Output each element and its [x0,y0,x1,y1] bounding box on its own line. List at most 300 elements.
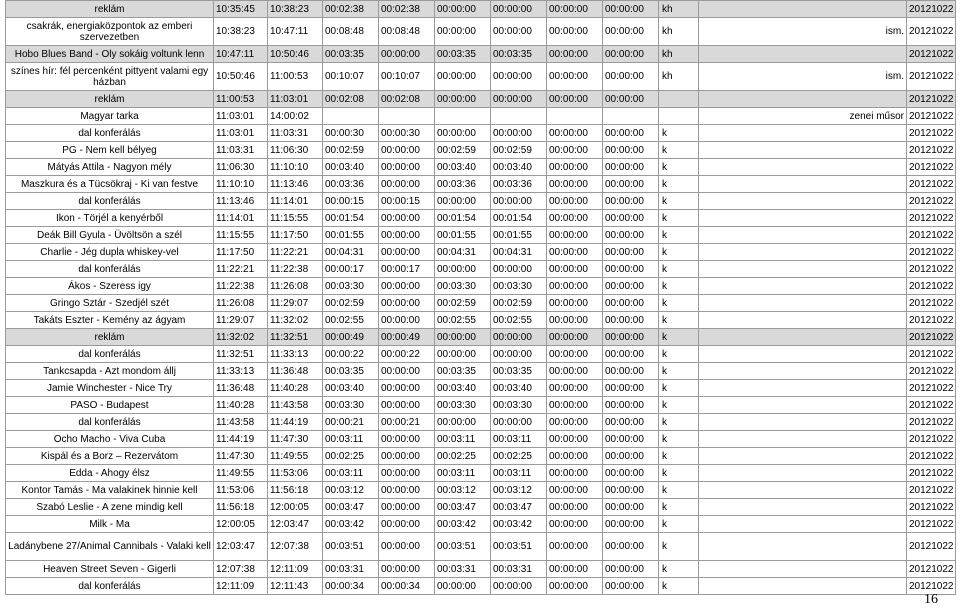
table-cell: 00:01:54 [491,210,547,227]
table-cell: 00:00:00 [603,561,659,578]
table-cell: 00:03:42 [323,516,379,533]
table-cell: 20121022 [907,516,956,533]
table-cell: 20121022 [907,482,956,499]
table-cell: 00:00:22 [323,346,379,363]
table-cell: 00:00:00 [603,1,659,18]
table-cell: 00:00:00 [547,363,603,380]
table-cell: 10:50:46 [268,46,323,63]
table-cell: 00:00:00 [547,176,603,193]
table-cell: 11:33:13 [268,346,323,363]
table-cell: k [659,346,699,363]
table-cell: Tankcsapda - Azt mondom állj [6,363,214,380]
table-cell: ism. [699,18,907,46]
table-cell [699,295,907,312]
table-cell: 00:02:59 [323,295,379,312]
table-cell: 00:00:00 [379,482,435,499]
table-cell: 11:03:01 [214,125,268,142]
table-cell [699,414,907,431]
table-cell: 11:14:01 [268,193,323,210]
table-cell: k [659,176,699,193]
table-cell: 00:00:00 [603,159,659,176]
table-cell [699,244,907,261]
table-cell: 00:00:00 [379,465,435,482]
table-cell: 00:03:47 [323,499,379,516]
table-row [6,448,956,465]
table-cell: 00:00:21 [379,414,435,431]
table-cell: 00:00:00 [603,578,659,595]
table-cell: k [659,414,699,431]
table-cell: 20121022 [907,312,956,329]
table-row [6,210,956,227]
table-cell: 00:00:00 [379,561,435,578]
table-row [6,159,956,176]
table-cell: 00:04:31 [491,244,547,261]
table-row [6,1,956,18]
table-cell: 00:00:34 [379,578,435,595]
table-cell: 10:47:11 [268,18,323,46]
table-cell: 00:00:00 [435,414,491,431]
table-cell [699,159,907,176]
table-cell: 00:00:00 [603,465,659,482]
table-cell: 00:00:00 [547,227,603,244]
table-cell: 20121022 [907,227,956,244]
table-cell: 12:07:38 [268,533,323,561]
table-cell: 20121022 [907,561,956,578]
table-cell: Takáts Eszter - Kemény az ágyam [6,312,214,329]
table-cell: 12:00:05 [214,516,268,533]
table-cell: k [659,278,699,295]
table-cell: 00:00:00 [379,312,435,329]
table-cell: 00:00:00 [603,516,659,533]
table-cell: 00:00:00 [603,176,659,193]
table-cell: 00:00:00 [547,516,603,533]
table-row [6,108,956,125]
table-cell: dal konferálás [6,125,214,142]
table-cell: 11:33:13 [214,363,268,380]
table-cell: 00:02:38 [323,1,379,18]
table-cell: 00:00:00 [379,499,435,516]
table-cell: 11:06:30 [214,159,268,176]
table-cell: 00:00:00 [547,312,603,329]
table-cell: k [659,516,699,533]
table-cell: k [659,499,699,516]
table-cell: 00:00:00 [603,482,659,499]
table-cell: 00:00:00 [435,125,491,142]
table-cell: 00:00:15 [379,193,435,210]
table-cell: 11:32:02 [214,329,268,346]
table-cell: 00:00:00 [491,346,547,363]
table-cell: 10:38:23 [268,1,323,18]
table-cell: 00:03:11 [323,431,379,448]
table-cell: 11:40:28 [268,380,323,397]
table-cell: 00:00:00 [435,1,491,18]
table-cell: 00:03:40 [323,380,379,397]
table-cell: 12:11:09 [268,561,323,578]
table-cell: 00:02:55 [323,312,379,329]
table-cell: 00:00:00 [491,193,547,210]
table-cell [659,108,699,125]
table-cell: Edda - Ahogy élsz [6,465,214,482]
table-cell: dal konferálás [6,578,214,595]
table-cell: 00:00:00 [603,261,659,278]
table-cell: 00:00:00 [435,329,491,346]
table-cell: 00:00:00 [547,1,603,18]
table-cell: 12:03:47 [268,516,323,533]
table-cell: 20121022 [907,46,956,63]
table-cell: 20121022 [907,380,956,397]
table-cell: 11:32:02 [268,312,323,329]
table-cell: 00:00:00 [547,278,603,295]
table-cell: 00:03:12 [435,482,491,499]
table-cell: 00:00:00 [547,244,603,261]
table-cell: 00:00:00 [547,18,603,46]
table-cell: k [659,125,699,142]
table-cell: 11:47:30 [268,431,323,448]
table-cell: 00:02:59 [491,295,547,312]
table-cell: 11:56:18 [268,482,323,499]
table-cell: 00:00:00 [547,482,603,499]
table-cell [699,465,907,482]
table-cell: 00:00:00 [379,159,435,176]
table-cell: 00:03:40 [435,380,491,397]
table-cell: 00:03:30 [491,278,547,295]
table-cell: 00:00:00 [379,363,435,380]
table-cell: 00:03:31 [491,561,547,578]
table-cell: 00:00:00 [547,261,603,278]
table-row [6,244,956,261]
table-cell: reklám [6,91,214,108]
table-cell: 00:02:25 [435,448,491,465]
table-cell: 11:49:55 [268,448,323,465]
table-cell: 12:11:43 [268,578,323,595]
table-cell: 20121022 [907,176,956,193]
table-cell: 00:00:00 [379,210,435,227]
table-cell: k [659,227,699,244]
table-cell: 11:22:38 [214,278,268,295]
table-cell: színes hír: fél percenként pittyent valami egy házban [6,63,214,91]
table-cell: 00:03:30 [323,278,379,295]
table-cell: 00:10:07 [323,63,379,91]
table-cell: 11:03:31 [214,142,268,159]
table-cell: Ákos - Szeress igy [6,278,214,295]
table-cell: 00:00:00 [547,295,603,312]
table-cell: 00:03:31 [323,561,379,578]
table-cell: 00:03:35 [323,46,379,63]
table-cell: 20121022 [907,193,956,210]
table-row [6,431,956,448]
table-cell: 00:03:40 [491,159,547,176]
table-cell: dal konferálás [6,193,214,210]
table-cell: 10:35:45 [214,1,268,18]
table-cell: k [659,329,699,346]
table-cell: 11:06:30 [268,142,323,159]
table-cell: 11:44:19 [268,414,323,431]
table-cell: 00:04:31 [435,244,491,261]
table-cell: 00:00:00 [379,46,435,63]
table-cell: 00:03:36 [491,176,547,193]
table-cell: 20121022 [907,431,956,448]
table-cell: 00:00:00 [547,159,603,176]
table-cell: k [659,244,699,261]
table-cell: 20121022 [907,159,956,176]
table-cell: 00:03:35 [435,363,491,380]
table-cell: Kontor Tamás - Ma valakinek hinnie kell [6,482,214,499]
table-cell [699,227,907,244]
table-cell: 00:03:11 [435,465,491,482]
table-cell: k [659,561,699,578]
table-cell: 12:11:09 [214,578,268,595]
table-cell: 00:00:00 [547,193,603,210]
table-cell: Jamie Winchester - Nice Try [6,380,214,397]
table-cell: 00:00:00 [547,465,603,482]
table-cell [699,578,907,595]
table-cell: 00:00:00 [603,46,659,63]
table-cell: 11:13:46 [214,193,268,210]
table-cell [699,176,907,193]
table-cell: 11:47:30 [214,448,268,465]
table-cell: 00:00:00 [603,448,659,465]
table-cell: k [659,193,699,210]
table-cell: k [659,312,699,329]
table-cell: 20121022 [907,63,956,91]
table-cell: 00:02:55 [435,312,491,329]
table-cell: 20121022 [907,414,956,431]
table-cell: Kispál és a Borz – Rezervátom [6,448,214,465]
table-cell: 00:00:30 [379,125,435,142]
table-cell: 00:00:22 [379,346,435,363]
table-cell: 11:32:51 [214,346,268,363]
table-cell: 00:03:40 [435,159,491,176]
table-cell: dal konferálás [6,414,214,431]
table-cell [547,108,603,125]
table-cell: 20121022 [907,499,956,516]
table-cell: 00:00:30 [323,125,379,142]
table-cell: 20121022 [907,578,956,595]
broadcast-log-table [5,0,956,595]
table-cell: 00:00:00 [547,414,603,431]
table-cell: 00:00:00 [435,261,491,278]
table-cell: 00:00:00 [603,244,659,261]
table-cell: 11:22:21 [214,261,268,278]
table-cell: 20121022 [907,295,956,312]
table-cell: 20121022 [907,18,956,46]
table-cell: k [659,465,699,482]
table-cell: 11:43:58 [214,414,268,431]
table-cell: 00:03:36 [323,176,379,193]
table-cell: 00:00:49 [323,329,379,346]
table-cell [699,346,907,363]
table-cell: 00:03:42 [491,516,547,533]
table-cell [699,46,907,63]
table-cell: 11:14:01 [214,210,268,227]
table-cell [699,448,907,465]
table-cell: 00:00:00 [435,63,491,91]
table-cell: 11:17:50 [268,227,323,244]
table-row [6,465,956,482]
table-cell: 00:00:00 [547,431,603,448]
table-cell: 00:00:00 [547,561,603,578]
table-cell: 00:04:31 [323,244,379,261]
table-cell: Mátyás Attila - Nagyon mély [6,159,214,176]
table-cell: 00:00:34 [323,578,379,595]
table-cell: 11:36:48 [214,380,268,397]
table-cell: k [659,142,699,159]
table-cell: 00:00:00 [547,63,603,91]
table-cell: Ikon - Törjél a kenyérből [6,210,214,227]
table-cell: 00:00:00 [547,46,603,63]
table-cell: 00:00:00 [547,397,603,414]
table-cell: dal konferálás [6,261,214,278]
table-cell [699,397,907,414]
table-cell: 00:00:00 [603,142,659,159]
table-cell [659,91,699,108]
table-cell: 00:00:00 [547,578,603,595]
table-cell: 20121022 [907,142,956,159]
table-cell: k [659,448,699,465]
table-cell: 00:00:00 [603,295,659,312]
table-cell: Heaven Street Seven - Gigerli [6,561,214,578]
table-cell: 00:00:00 [547,91,603,108]
table-cell: Gringo Sztár - Szedjél szét [6,295,214,312]
table-cell: 00:00:00 [603,227,659,244]
table-cell: 20121022 [907,397,956,414]
table-cell: 10:38:23 [214,18,268,46]
table-cell: 00:01:54 [435,210,491,227]
table-cell: 00:02:59 [323,142,379,159]
table-cell: 00:00:00 [379,448,435,465]
table-cell: zenei műsor [699,108,907,125]
table-cell: 11:15:55 [214,227,268,244]
table-cell [603,108,659,125]
table-cell: PASO - Budapest [6,397,214,414]
table-cell: 00:00:00 [435,193,491,210]
table-cell: 00:03:30 [323,397,379,414]
table-row [6,91,956,108]
table-row [6,125,956,142]
table-cell: 10:47:11 [214,46,268,63]
table-cell: 11:03:31 [268,125,323,142]
table-cell: 00:00:00 [603,18,659,46]
table-cell: 00:03:47 [491,499,547,516]
table-cell: 00:03:12 [491,482,547,499]
table-cell: 00:00:00 [603,431,659,448]
table-cell: 00:03:35 [323,363,379,380]
table-cell: 20121022 [907,448,956,465]
table-cell: Milk - Ma [6,516,214,533]
table-cell: 11:26:08 [268,278,323,295]
table-cell: 00:00:00 [547,499,603,516]
table-cell: 00:01:55 [435,227,491,244]
table-cell: 00:00:00 [603,193,659,210]
table-cell: 00:03:35 [491,46,547,63]
table-row [6,561,956,578]
table-cell [699,125,907,142]
table-row [6,363,956,380]
table-cell: 00:00:00 [379,516,435,533]
table-cell: 00:03:35 [491,363,547,380]
table-cell: 00:01:55 [491,227,547,244]
table-cell: Charlie - Jég dupla whiskey-vel [6,244,214,261]
table-cell: 00:00:00 [603,329,659,346]
table-cell: 00:00:00 [435,578,491,595]
table-cell: Maszkura és a Tücsökraj - Ki van festve [6,176,214,193]
table-row [6,193,956,210]
table-cell [699,1,907,18]
table-row [6,346,956,363]
table-cell: Hobo Blues Band - Oly sokáig voltunk lenn [6,46,214,63]
table-cell: 11:00:53 [268,63,323,91]
table-cell [699,142,907,159]
table-cell: 00:00:15 [323,193,379,210]
table-cell: 00:00:00 [603,210,659,227]
table-cell: 00:01:54 [323,210,379,227]
table-row [6,295,956,312]
table-cell: 00:00:00 [603,63,659,91]
table-cell: 20121022 [907,465,956,482]
table-cell: 00:00:00 [491,91,547,108]
table-cell: k [659,159,699,176]
table-cell: kh [659,63,699,91]
table-cell: 11:00:53 [214,91,268,108]
table-cell: 00:02:59 [491,142,547,159]
table-cell: 00:00:00 [435,346,491,363]
table-cell: 14:00:02 [268,108,323,125]
table-cell: k [659,261,699,278]
table-cell [699,210,907,227]
table-cell: 12:07:38 [214,561,268,578]
table-cell: 20121022 [907,329,956,346]
table-cell: ism. [699,63,907,91]
table-cell: 00:00:21 [323,414,379,431]
table-cell: 00:00:00 [379,142,435,159]
table-cell: 00:00:00 [491,261,547,278]
table-cell: 11:10:10 [214,176,268,193]
table-cell: 00:03:30 [491,397,547,414]
table-row [6,516,956,533]
table-row [6,176,956,193]
table-row [6,414,956,431]
table-cell: 00:03:12 [323,482,379,499]
table-row [6,533,956,561]
table-cell: 00:00:00 [379,176,435,193]
table-cell: k [659,533,699,561]
table-cell: 00:00:00 [379,244,435,261]
table-cell: 11:49:55 [214,465,268,482]
table-cell: 00:00:00 [491,63,547,91]
table-cell: 00:03:51 [435,533,491,561]
table-cell: 00:02:55 [491,312,547,329]
table-cell: 12:03:47 [214,533,268,561]
table-cell [435,108,491,125]
table-cell: 00:00:00 [547,380,603,397]
table-cell: 00:00:00 [379,397,435,414]
table-cell: 11:53:06 [268,465,323,482]
table-cell: 00:00:00 [491,578,547,595]
table-cell: 00:02:25 [491,448,547,465]
table-cell: 00:00:00 [603,346,659,363]
table-cell [699,482,907,499]
table-cell [699,278,907,295]
table-cell: 11:10:10 [268,159,323,176]
table-cell: 00:03:51 [491,533,547,561]
table-cell: k [659,210,699,227]
table-cell: 00:00:00 [547,142,603,159]
table-cell: 20121022 [907,91,956,108]
table-cell: k [659,363,699,380]
table-cell [491,108,547,125]
table-cell: 00:00:00 [379,380,435,397]
table-cell: Ocho Macho - Viva Cuba [6,431,214,448]
